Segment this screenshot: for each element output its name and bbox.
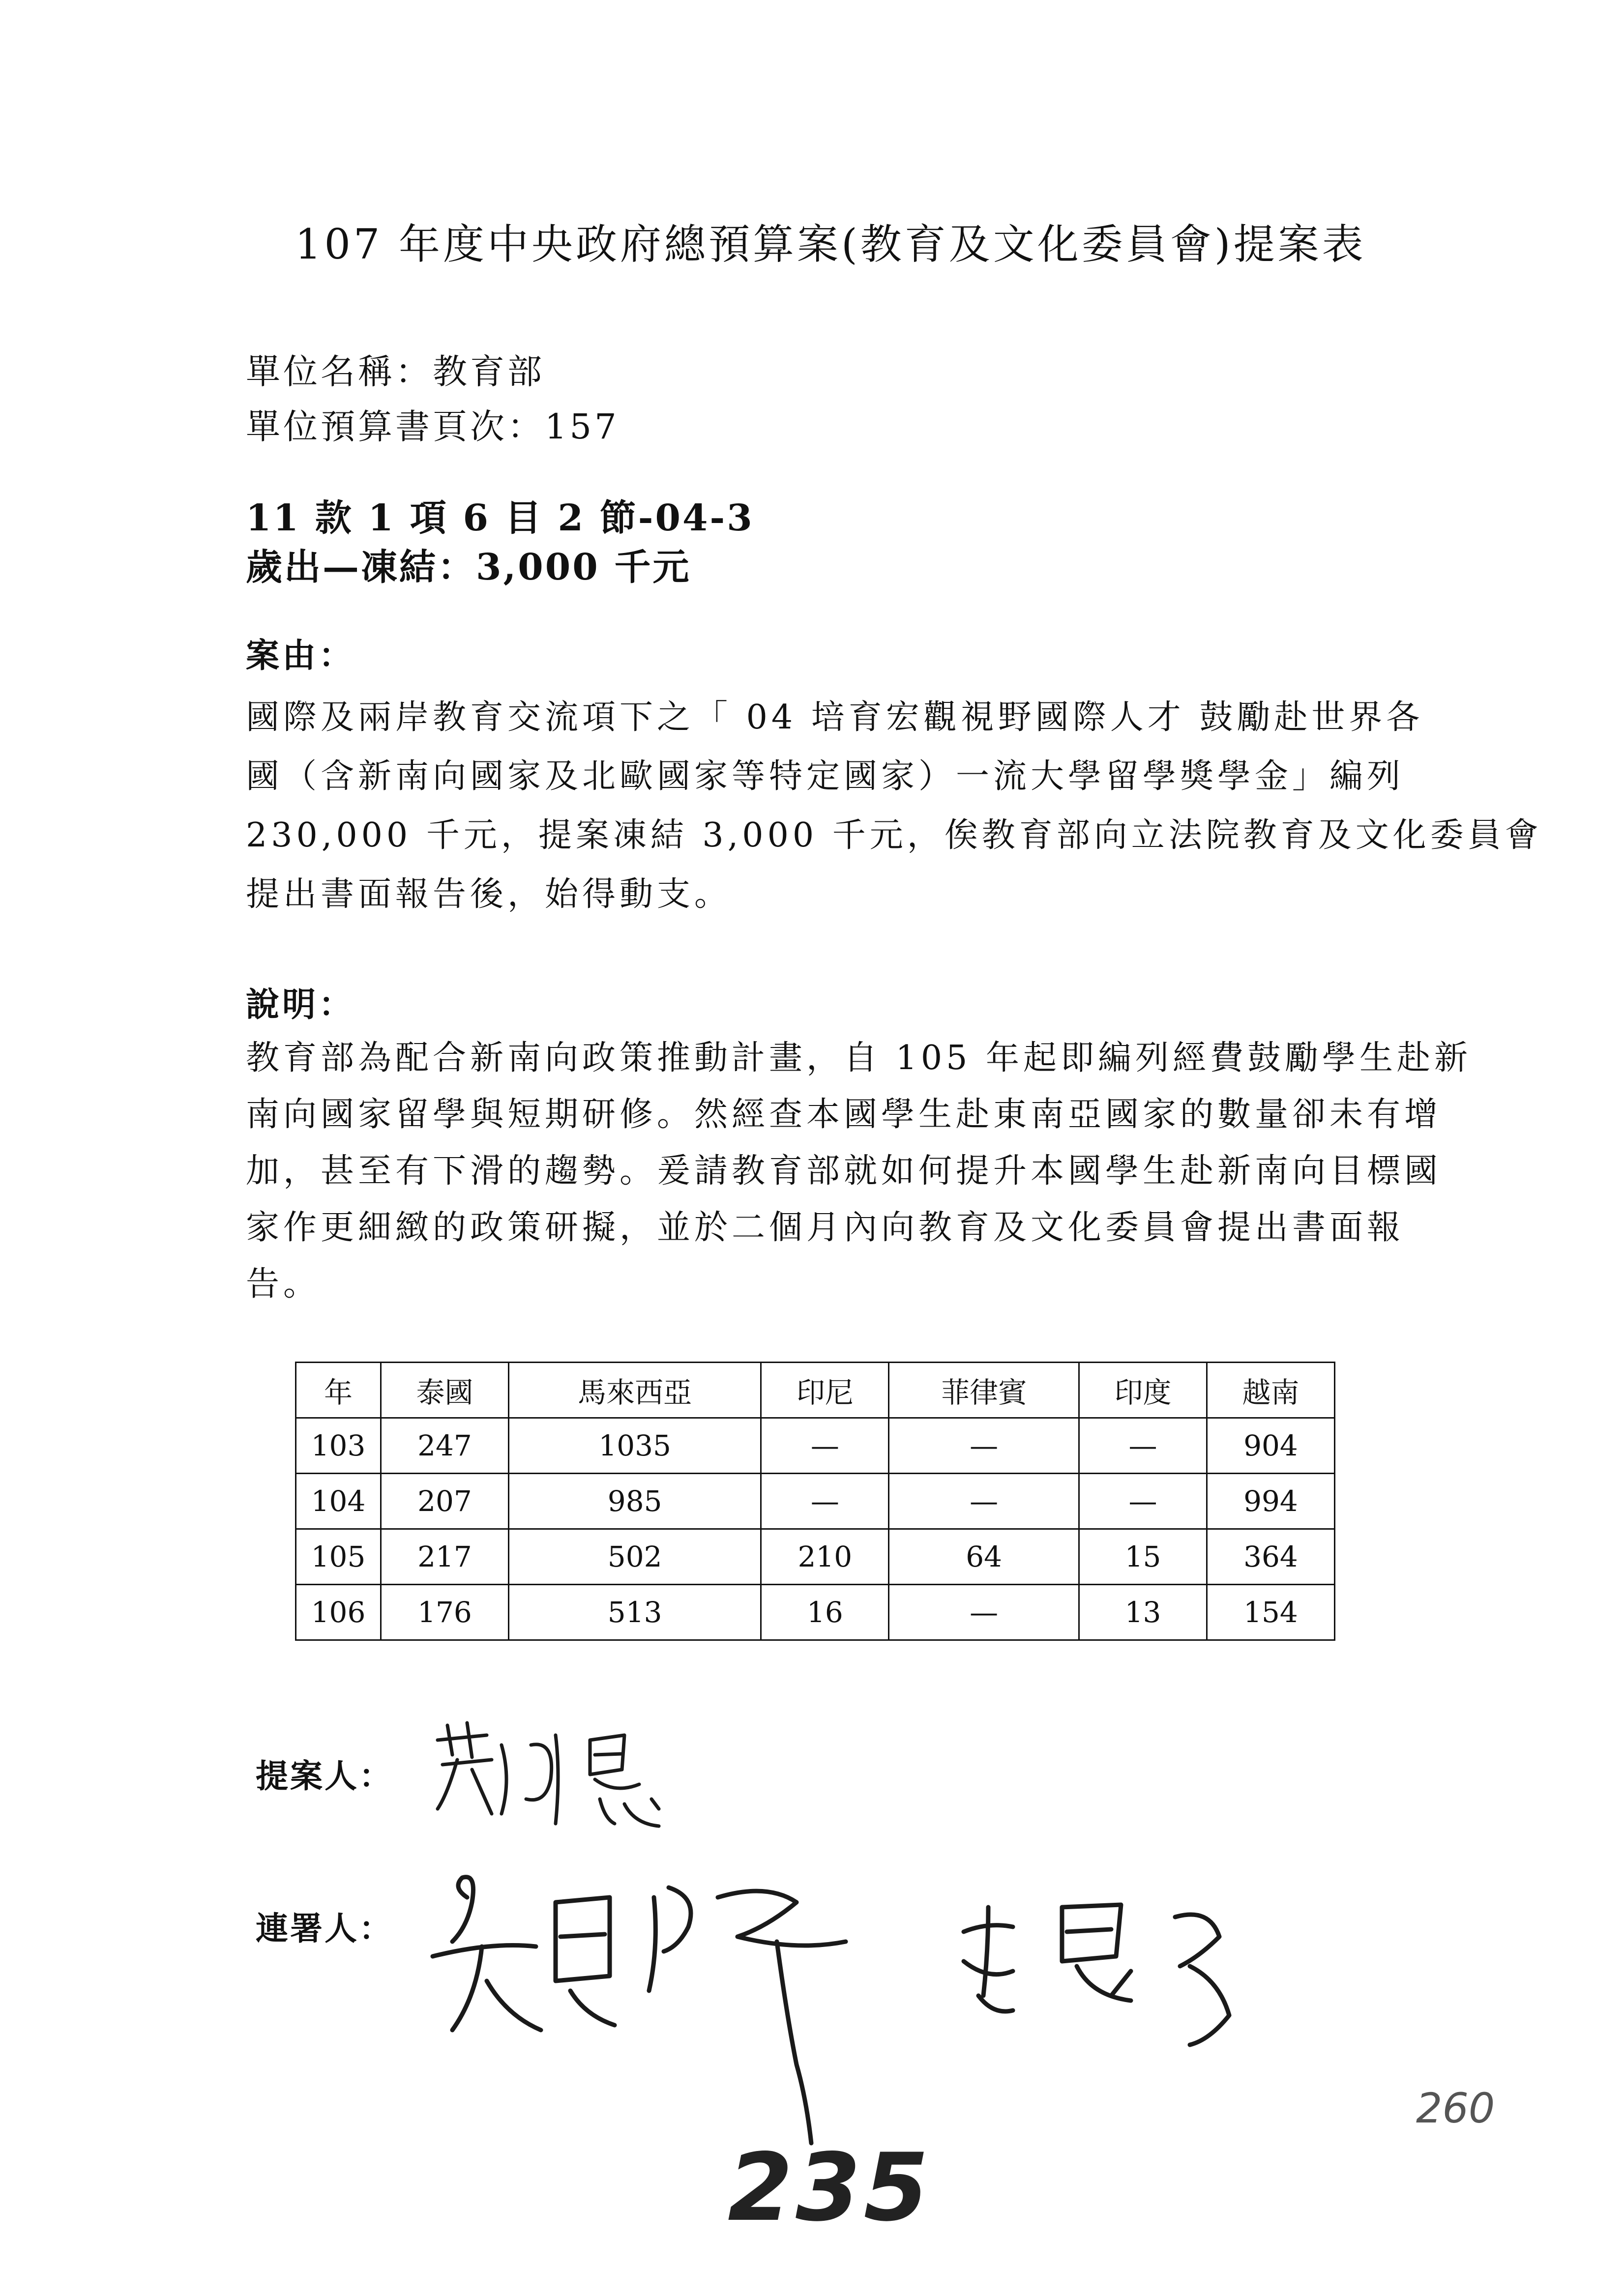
header-indonesia: 印尼 <box>761 1363 889 1418</box>
table-row <box>296 1418 1335 1474</box>
explanation-line: 家作更細緻的政策研擬，並於二個月內向教育及文化委員會提出書面報 <box>246 1208 1405 1247</box>
table-cell: 904 <box>1207 1418 1334 1474</box>
table-cell: 106 <box>296 1585 381 1640</box>
page-title: 107 年度中央政府總預算案(教育及文化委員會)提案表 <box>295 220 1366 268</box>
table-cell: 103 <box>296 1418 381 1474</box>
handwritten-page-number-large: 235 <box>728 2133 932 2242</box>
table-cell: 994 <box>1207 1474 1334 1529</box>
table-cell: 217 <box>381 1529 509 1585</box>
table-header-row <box>296 1363 1335 1418</box>
table-cell: 104 <box>296 1474 381 1529</box>
table-cell: 154 <box>1207 1585 1334 1640</box>
table-cell: 15 <box>1079 1529 1207 1585</box>
budget-freeze-amount: 歲出—凍結：3,000 千元 <box>246 546 691 588</box>
table-row <box>296 1529 1335 1585</box>
table-row <box>296 1474 1335 1529</box>
table-cell: — <box>889 1585 1079 1640</box>
explanation-line: 加，甚至有下滑的趨勢。爰請教育部就如何提升本國學生赴新南向目標國 <box>246 1152 1442 1191</box>
table-cell: — <box>761 1474 889 1529</box>
header-malaysia: 馬來西亞 <box>508 1363 761 1418</box>
header-thailand: 泰國 <box>381 1363 509 1418</box>
reason-line: 國際及兩岸教育交流項下之「 04 培育宏觀視野國際人才 鼓勵赴世界各 <box>246 698 1424 737</box>
table-cell: — <box>761 1418 889 1474</box>
table-cell: — <box>889 1418 1079 1474</box>
explanation-line: 南向國家留學與短期研修。然經查本國學生赴東南亞國家的數量卻未有增 <box>246 1095 1442 1134</box>
header-year: 年 <box>296 1363 381 1418</box>
table-cell: 207 <box>381 1474 509 1529</box>
table-cell: 16 <box>761 1585 889 1640</box>
handwritten-page-number-small: 260 <box>1416 2084 1495 2132</box>
reason-heading: 案由： <box>246 636 355 675</box>
table-cell: 513 <box>508 1585 761 1640</box>
proposer-label: 提案人： <box>256 1757 393 1795</box>
students-by-country-table <box>295 1362 1335 1641</box>
table-cell: 985 <box>508 1474 761 1529</box>
table-cell: — <box>1079 1418 1207 1474</box>
cosigner-label: 連署人： <box>256 1909 393 1947</box>
explanation-line: 教育部為配合新南向政策推動計畫，自 105 年起即編列經費鼓勵學生赴新 <box>246 1039 1472 1077</box>
table-cell: 364 <box>1207 1529 1334 1585</box>
unit-budget-page: 單位預算書頁次：157 <box>246 407 620 447</box>
explanation-heading: 說明： <box>246 985 355 1024</box>
table-cell: 210 <box>761 1529 889 1585</box>
table-cell: 247 <box>381 1418 509 1474</box>
table-cell: 176 <box>381 1585 509 1640</box>
table-cell: — <box>1079 1474 1207 1529</box>
table-cell: 64 <box>889 1529 1079 1585</box>
budget-item-code: 11 款 1 項 6 目 2 節-04-3 <box>246 497 754 539</box>
table-cell: 13 <box>1079 1585 1207 1640</box>
reason-line: 230,000 千元，提案凍結 3,000 千元，俟教育部向立法院教育及文化委員會 <box>246 816 1542 855</box>
header-vietnam: 越南 <box>1207 1363 1334 1418</box>
table-row <box>296 1585 1335 1640</box>
header-philippines: 菲律賓 <box>889 1363 1079 1418</box>
explanation-line: 告。 <box>246 1265 321 1304</box>
cosigner-signatures <box>423 1868 1308 2173</box>
reason-line: 提出書面報告後，始得動支。 <box>246 875 732 914</box>
table-cell: 1035 <box>508 1418 761 1474</box>
table-cell: 105 <box>296 1529 381 1585</box>
proposer-signature <box>428 1711 772 1838</box>
table-cell: — <box>889 1474 1079 1529</box>
reason-line: 國（含新南向國家及北歐國家等特定國家）一流大學留學獎學金」編列 <box>246 757 1405 796</box>
header-india: 印度 <box>1079 1363 1207 1418</box>
unit-name: 單位名稱：教育部 <box>246 351 545 392</box>
table-cell: 502 <box>508 1529 761 1585</box>
